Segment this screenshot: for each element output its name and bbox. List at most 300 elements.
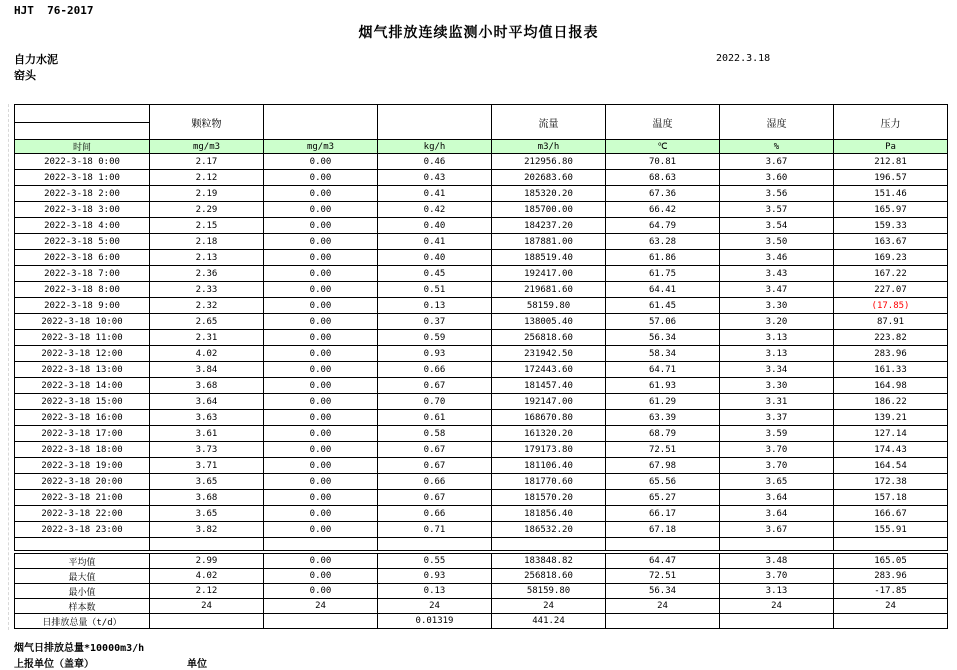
- unit-pa: Pa: [834, 140, 948, 154]
- value-cell: 139.21: [834, 410, 948, 426]
- value-cell: 151.46: [834, 186, 948, 202]
- value-cell: [150, 614, 264, 629]
- value-cell: 3.73: [150, 442, 264, 458]
- value-cell: -17.85: [834, 584, 948, 599]
- value-cell: 161.33: [834, 362, 948, 378]
- table-row: [15, 202, 948, 218]
- table-row: [15, 266, 948, 282]
- value-cell: [720, 614, 834, 629]
- row-label-cell: 2022-3-18 13:00: [15, 362, 150, 378]
- value-cell: 68.63: [606, 170, 720, 186]
- value-cell: 3.46: [720, 250, 834, 266]
- value-cell: 155.91: [834, 522, 948, 538]
- value-cell: 0.00: [264, 474, 378, 490]
- value-cell: 192417.00: [492, 266, 606, 282]
- value-cell: 181106.40: [492, 458, 606, 474]
- value-cell: 2.65: [150, 314, 264, 330]
- time-header-top-cell: [15, 105, 150, 123]
- value-cell: 64.79: [606, 218, 720, 234]
- value-cell: 256818.60: [492, 330, 606, 346]
- value-cell: 0.37: [378, 314, 492, 330]
- value-cell: 181770.60: [492, 474, 606, 490]
- value-cell: 63.39: [606, 410, 720, 426]
- row-label-cell: 2022-3-18 11:00: [15, 330, 150, 346]
- value-cell: 2.12: [150, 170, 264, 186]
- value-cell: 58159.80: [492, 584, 606, 599]
- value-cell: [606, 538, 720, 551]
- margin-gridline: [8, 104, 9, 630]
- value-cell: 2.18: [150, 234, 264, 250]
- unit-celsius: ℃: [606, 140, 720, 154]
- value-cell: 219681.60: [492, 282, 606, 298]
- value-cell: 3.60: [720, 170, 834, 186]
- summary-body: [15, 554, 948, 629]
- value-cell: 0.00: [264, 266, 378, 282]
- value-cell: 0.71: [378, 522, 492, 538]
- group-header-particulate: 颗粒物: [150, 105, 264, 140]
- value-cell: 24: [834, 599, 948, 614]
- unit-pm2-mgm3: mg/m3: [264, 140, 378, 154]
- table-row: [15, 186, 948, 202]
- summary-row: [15, 554, 948, 569]
- value-cell: 0.00: [264, 490, 378, 506]
- value-cell: 24: [264, 599, 378, 614]
- row-label-cell: 2022-3-18 22:00: [15, 506, 150, 522]
- value-cell: 159.33: [834, 218, 948, 234]
- value-cell: 63.28: [606, 234, 720, 250]
- summary-row: [15, 569, 948, 584]
- value-cell: 169.23: [834, 250, 948, 266]
- value-cell: 57.06: [606, 314, 720, 330]
- row-label-cell: 2022-3-18 21:00: [15, 490, 150, 506]
- unit-percent: %: [720, 140, 834, 154]
- value-cell: 67.36: [606, 186, 720, 202]
- value-cell: 0.00: [264, 170, 378, 186]
- value-cell: 65.27: [606, 490, 720, 506]
- company-name: 自力水泥: [14, 53, 58, 66]
- row-label-cell: 2022-3-18 20:00: [15, 474, 150, 490]
- value-cell: 0.67: [378, 378, 492, 394]
- unit-m3h: m3/h: [492, 140, 606, 154]
- value-cell: 179173.80: [492, 442, 606, 458]
- footer-total-note: 烟气日排放总量*10000m3/h: [14, 643, 145, 654]
- value-cell: 0.67: [378, 490, 492, 506]
- table-row: [15, 250, 948, 266]
- value-cell: 3.13: [720, 346, 834, 362]
- row-label-cell: 2022-3-18 14:00: [15, 378, 150, 394]
- value-cell: 0.41: [378, 186, 492, 202]
- group-header-pressure: 压力: [834, 105, 948, 140]
- row-label-cell: 2022-3-18 0:00: [15, 154, 150, 170]
- group-header-blank-1: [264, 105, 378, 140]
- value-cell: 3.64: [720, 490, 834, 506]
- row-label-cell: 2022-3-18 4:00: [15, 218, 150, 234]
- group-header-humidity: 湿度: [720, 105, 834, 140]
- value-cell: 3.64: [720, 506, 834, 522]
- value-cell: 165.97: [834, 202, 948, 218]
- row-label-cell: 2022-3-18 6:00: [15, 250, 150, 266]
- value-cell: 3.67: [720, 522, 834, 538]
- value-cell: 231942.50: [492, 346, 606, 362]
- value-cell: [606, 614, 720, 629]
- row-label-cell: 最大值: [15, 569, 150, 584]
- value-cell: 61.86: [606, 250, 720, 266]
- value-cell: 0.55: [378, 554, 492, 569]
- value-cell: 186532.20: [492, 522, 606, 538]
- value-cell: 2.99: [150, 554, 264, 569]
- footer-unit-label: 单位: [187, 659, 207, 670]
- value-cell: 223.82: [834, 330, 948, 346]
- value-cell: 164.54: [834, 458, 948, 474]
- value-cell: 2.15: [150, 218, 264, 234]
- value-cell: 163.67: [834, 234, 948, 250]
- table-row: [15, 218, 948, 234]
- value-cell: 283.96: [834, 346, 948, 362]
- table-body: [15, 154, 948, 551]
- value-cell: 161320.20: [492, 426, 606, 442]
- value-cell: 0.93: [378, 569, 492, 584]
- value-cell: 3.30: [720, 378, 834, 394]
- value-cell: 0.00: [264, 584, 378, 599]
- value-cell: 0.40: [378, 218, 492, 234]
- table-row: [15, 410, 948, 426]
- value-cell: 56.34: [606, 584, 720, 599]
- value-cell: 196.57: [834, 170, 948, 186]
- table-row: [15, 362, 948, 378]
- value-cell: 3.65: [150, 506, 264, 522]
- unit-pm-mgm3: mg/m3: [150, 140, 264, 154]
- table-row: [15, 522, 948, 538]
- table-row: [15, 490, 948, 506]
- table-row: [15, 506, 948, 522]
- row-label-cell: 2022-3-18 10:00: [15, 314, 150, 330]
- value-cell: 227.07: [834, 282, 948, 298]
- report-date: 2022.3.18: [716, 53, 771, 64]
- table-row: [15, 474, 948, 490]
- value-cell: 0.00: [264, 569, 378, 584]
- value-cell: 165.05: [834, 554, 948, 569]
- value-cell: 167.22: [834, 266, 948, 282]
- value-cell: 3.47: [720, 282, 834, 298]
- row-label-cell: 2022-3-18 17:00: [15, 426, 150, 442]
- table-row: [15, 426, 948, 442]
- value-cell: 0.00: [264, 442, 378, 458]
- group-header-temperature: 温度: [606, 105, 720, 140]
- value-cell: 2.19: [150, 186, 264, 202]
- value-cell: 2.12: [150, 584, 264, 599]
- value-cell: 0.00: [264, 458, 378, 474]
- value-cell: 67.18: [606, 522, 720, 538]
- value-cell: 64.41: [606, 282, 720, 298]
- value-cell: 166.67: [834, 506, 948, 522]
- value-cell: 61.45: [606, 298, 720, 314]
- value-cell: 0.41: [378, 234, 492, 250]
- value-cell: [150, 538, 264, 551]
- value-cell: 0.67: [378, 458, 492, 474]
- value-cell: 3.82: [150, 522, 264, 538]
- value-cell: 3.31: [720, 394, 834, 410]
- value-cell: 0.58: [378, 426, 492, 442]
- value-cell: 24: [720, 599, 834, 614]
- table-row: [15, 234, 948, 250]
- value-cell: 0.00: [264, 522, 378, 538]
- value-cell: 3.54: [720, 218, 834, 234]
- value-cell: 0.45: [378, 266, 492, 282]
- value-cell: 0.66: [378, 474, 492, 490]
- value-cell: 0.66: [378, 362, 492, 378]
- value-cell: 24: [492, 599, 606, 614]
- table-row: [15, 442, 948, 458]
- table-row: [15, 154, 948, 170]
- value-cell: 185700.00: [492, 202, 606, 218]
- value-cell: 0.01319: [378, 614, 492, 629]
- value-cell: 61.93: [606, 378, 720, 394]
- value-cell: 157.18: [834, 490, 948, 506]
- summary-row: [15, 599, 948, 614]
- value-cell: [834, 614, 948, 629]
- report-title: 烟气排放连续监测小时平均值日报表: [358, 25, 599, 41]
- value-cell: 2.13: [150, 250, 264, 266]
- value-cell: 0.00: [264, 506, 378, 522]
- value-cell: 186.22: [834, 394, 948, 410]
- value-cell: 172.38: [834, 474, 948, 490]
- value-cell: 188519.40: [492, 250, 606, 266]
- value-cell: 0.00: [264, 346, 378, 362]
- row-label-cell: 2022-3-18 18:00: [15, 442, 150, 458]
- value-cell: 202683.60: [492, 170, 606, 186]
- value-cell: 4.02: [150, 569, 264, 584]
- value-cell: 0.00: [264, 410, 378, 426]
- value-cell: 3.64: [150, 394, 264, 410]
- value-cell: 0.00: [264, 186, 378, 202]
- value-cell: 0.00: [264, 426, 378, 442]
- value-cell: 3.65: [720, 474, 834, 490]
- summary-row: [15, 614, 948, 629]
- value-cell: 58159.80: [492, 298, 606, 314]
- value-cell: 187881.00: [492, 234, 606, 250]
- value-cell: 2.32: [150, 298, 264, 314]
- value-cell: 3.37: [720, 410, 834, 426]
- row-label-cell: 日排放总量（t/d）: [15, 614, 150, 629]
- value-cell: 0.46: [378, 154, 492, 170]
- row-label-cell: 2022-3-18 19:00: [15, 458, 150, 474]
- value-cell: [492, 538, 606, 551]
- value-cell: 0.00: [264, 282, 378, 298]
- value-cell: 127.14: [834, 426, 948, 442]
- value-cell: 70.81: [606, 154, 720, 170]
- summary-table: [14, 553, 948, 629]
- row-label-cell: [15, 538, 150, 551]
- table-row: [15, 170, 948, 186]
- value-cell: 3.71: [150, 458, 264, 474]
- value-cell: 3.56: [720, 186, 834, 202]
- value-cell: [264, 614, 378, 629]
- value-cell: 3.63: [150, 410, 264, 426]
- value-cell: 3.57: [720, 202, 834, 218]
- value-cell: 24: [150, 599, 264, 614]
- value-cell: 58.34: [606, 346, 720, 362]
- table-row: [15, 394, 948, 410]
- value-cell: 0.13: [378, 298, 492, 314]
- value-cell: 3.68: [150, 490, 264, 506]
- value-cell: 3.13: [720, 584, 834, 599]
- value-cell: 0.93: [378, 346, 492, 362]
- value-cell: 164.98: [834, 378, 948, 394]
- value-cell: 87.91: [834, 314, 948, 330]
- value-cell: 184237.20: [492, 218, 606, 234]
- value-cell: 3.65: [150, 474, 264, 490]
- value-cell: 0.70: [378, 394, 492, 410]
- unit-header-row: [15, 140, 948, 154]
- value-cell: 2.36: [150, 266, 264, 282]
- value-cell: 56.34: [606, 330, 720, 346]
- value-cell: 3.84: [150, 362, 264, 378]
- value-cell: 2.31: [150, 330, 264, 346]
- row-label-cell: 最小值: [15, 584, 150, 599]
- value-cell: 181570.20: [492, 490, 606, 506]
- group-header-row: [15, 105, 948, 123]
- value-cell: 185320.20: [492, 186, 606, 202]
- value-cell: 4.02: [150, 346, 264, 362]
- row-label-cell: 2022-3-18 5:00: [15, 234, 150, 250]
- value-cell: 138005.40: [492, 314, 606, 330]
- value-cell: 0.51: [378, 282, 492, 298]
- value-cell: 441.24: [492, 614, 606, 629]
- value-cell: 3.20: [720, 314, 834, 330]
- value-cell: 0.42: [378, 202, 492, 218]
- value-cell: 174.43: [834, 442, 948, 458]
- value-cell: 0.00: [264, 378, 378, 394]
- value-cell: 2.29: [150, 202, 264, 218]
- value-cell: 3.59: [720, 426, 834, 442]
- value-cell: 0.66: [378, 506, 492, 522]
- row-label-cell: 2022-3-18 15:00: [15, 394, 150, 410]
- value-cell: [378, 538, 492, 551]
- value-cell: (17.85): [834, 298, 948, 314]
- value-cell: 3.43: [720, 266, 834, 282]
- value-cell: 24: [606, 599, 720, 614]
- value-cell: 68.79: [606, 426, 720, 442]
- value-cell: 61.29: [606, 394, 720, 410]
- value-cell: 3.67: [720, 154, 834, 170]
- row-label-cell: 2022-3-18 23:00: [15, 522, 150, 538]
- value-cell: 64.71: [606, 362, 720, 378]
- row-label-cell: 2022-3-18 2:00: [15, 186, 150, 202]
- value-cell: 183848.82: [492, 554, 606, 569]
- value-cell: 0.00: [264, 234, 378, 250]
- value-cell: 0.00: [264, 362, 378, 378]
- value-cell: 0.00: [264, 202, 378, 218]
- value-cell: 61.75: [606, 266, 720, 282]
- unit-kgh: kg/h: [378, 140, 492, 154]
- value-cell: 212.81: [834, 154, 948, 170]
- monitoring-data-table: [14, 104, 948, 551]
- value-cell: 181856.40: [492, 506, 606, 522]
- value-cell: 67.98: [606, 458, 720, 474]
- value-cell: 0.00: [264, 298, 378, 314]
- value-cell: 3.13: [720, 330, 834, 346]
- table-row: [15, 346, 948, 362]
- table-row: [15, 282, 948, 298]
- value-cell: 0.43: [378, 170, 492, 186]
- value-cell: 0.00: [264, 314, 378, 330]
- value-cell: 192147.00: [492, 394, 606, 410]
- value-cell: 172443.60: [492, 362, 606, 378]
- value-cell: 2.17: [150, 154, 264, 170]
- value-cell: 24: [378, 599, 492, 614]
- value-cell: 0.00: [264, 250, 378, 266]
- time-header-bottom-cell: [15, 123, 150, 140]
- value-cell: 256818.60: [492, 569, 606, 584]
- value-cell: 0.67: [378, 442, 492, 458]
- table-row: [15, 298, 948, 314]
- table-row: [15, 458, 948, 474]
- value-cell: 0.61: [378, 410, 492, 426]
- table-row: [15, 314, 948, 330]
- empty-row: [15, 538, 948, 551]
- value-cell: 3.48: [720, 554, 834, 569]
- value-cell: 0.40: [378, 250, 492, 266]
- table-row: [15, 330, 948, 346]
- value-cell: 283.96: [834, 569, 948, 584]
- value-cell: 0.00: [264, 330, 378, 346]
- value-cell: 3.70: [720, 442, 834, 458]
- value-cell: 3.68: [150, 378, 264, 394]
- table-header: [15, 105, 948, 154]
- unit-time: 时间: [15, 140, 150, 154]
- value-cell: [834, 538, 948, 551]
- row-label-cell: 平均值: [15, 554, 150, 569]
- value-cell: 3.61: [150, 426, 264, 442]
- value-cell: 0.00: [264, 554, 378, 569]
- value-cell: 181457.40: [492, 378, 606, 394]
- station-name: 窑头: [14, 69, 36, 82]
- standard-code: HJT 76-2017: [14, 4, 94, 17]
- value-cell: 64.47: [606, 554, 720, 569]
- row-label-cell: 2022-3-18 16:00: [15, 410, 150, 426]
- value-cell: 3.30: [720, 298, 834, 314]
- value-cell: 3.50: [720, 234, 834, 250]
- value-cell: 168670.80: [492, 410, 606, 426]
- value-cell: [720, 538, 834, 551]
- row-label-cell: 样本数: [15, 599, 150, 614]
- value-cell: 2.33: [150, 282, 264, 298]
- value-cell: 0.13: [378, 584, 492, 599]
- value-cell: 0.00: [264, 154, 378, 170]
- value-cell: 0.00: [264, 218, 378, 234]
- group-header-flow: 流量: [492, 105, 606, 140]
- row-label-cell: 2022-3-18 7:00: [15, 266, 150, 282]
- row-label-cell: 2022-3-18 12:00: [15, 346, 150, 362]
- value-cell: [264, 538, 378, 551]
- value-cell: 66.42: [606, 202, 720, 218]
- row-label-cell: 2022-3-18 1:00: [15, 170, 150, 186]
- group-header-blank-2: [378, 105, 492, 140]
- value-cell: 3.70: [720, 458, 834, 474]
- row-label-cell: 2022-3-18 8:00: [15, 282, 150, 298]
- value-cell: 72.51: [606, 442, 720, 458]
- footer-report-unit-label: 上报单位（盖章）: [14, 659, 94, 670]
- value-cell: 212956.80: [492, 154, 606, 170]
- value-cell: 65.56: [606, 474, 720, 490]
- value-cell: 0.59: [378, 330, 492, 346]
- summary-row: [15, 584, 948, 599]
- value-cell: 0.00: [264, 394, 378, 410]
- row-label-cell: 2022-3-18 9:00: [15, 298, 150, 314]
- row-label-cell: 2022-3-18 3:00: [15, 202, 150, 218]
- value-cell: 3.70: [720, 569, 834, 584]
- value-cell: 3.34: [720, 362, 834, 378]
